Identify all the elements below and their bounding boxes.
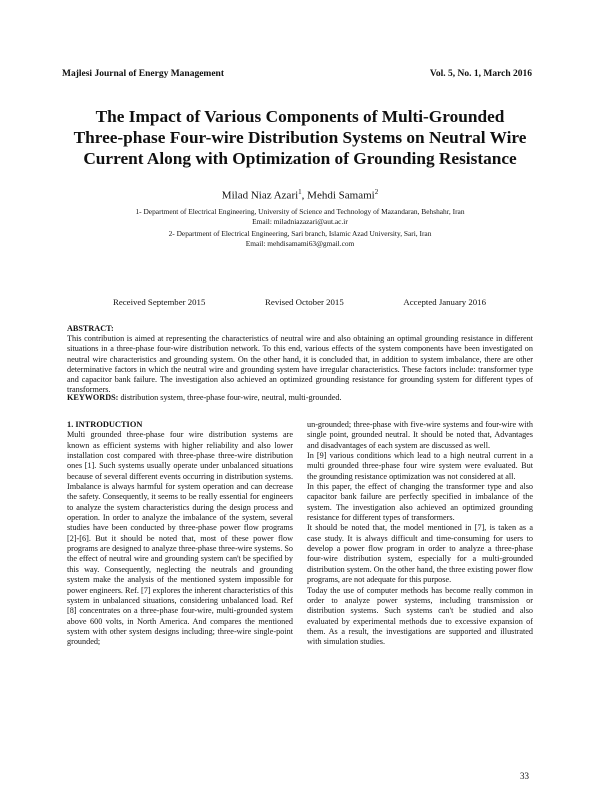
author-1: Milad Niaz Azari (221, 189, 299, 202)
intro-paragraph-2: In [9] various conditions which lead to a high neutral current in a multi grounded three-phase four wire system were evaluated. But the grounding resistance optimization was not considered at all. (307, 451, 533, 481)
received-date: Received September 2015 (113, 297, 206, 307)
affiliation-2: 2- Department of Electrical Engineering, Sari branch, Islamic Azad University, Sari, Iran (168, 229, 432, 238)
intro-paragraph-3: In this paper, the effect of changing the transformer type and also capacitor bank failure are perfectly specified in imbalance of the system. The investigation also achieved an optimized grounding resistance for different types of transformers. (307, 482, 533, 523)
running-header (62, 69, 532, 79)
author-2: Mehdi Samami (307, 189, 375, 202)
revised-date: Revised October 2015 (265, 297, 344, 307)
email-2: Email: mehdisamami63@gmail.com (245, 239, 355, 248)
right-column (307, 420, 533, 648)
intro-paragraph-continued: un-grounded; three-phase with five-wire systems and four-wire with single point, grounded neutral. It should be noted that, Advantages and disadvantages of each system are discussed as well. (307, 420, 533, 450)
abstract (67, 324, 533, 395)
intro-paragraph-4: It should be noted that, the model mentioned in [7], is taken as a case study. It is always difficult and time-consuming for users to develop a power flow program in order to analyze a three-phase four-wire distribution system, especially for a multi-grounded distribution system. On the other hand, the three existing power flow programs, are not adequate for this purpose. (307, 523, 533, 585)
title-line-3: Current Along with Optimization of Grounding Resistance (83, 149, 517, 168)
page-number: 33 (520, 771, 529, 781)
author-list (0, 188, 600, 202)
author-2-affiliation-mark: 2 (374, 188, 379, 196)
volume-info: Vol. 5, No. 1, March 2016 (429, 69, 532, 79)
keywords-label: KEYWORDS: (67, 393, 119, 402)
title-line-1: The Impact of Various Components of Multi-Grounded (95, 107, 505, 126)
keywords (67, 393, 533, 403)
intro-paragraph-5: Today the use of computer methods has become really common in order to analyze power systems, including transmission or distribution systems. Such systems can't be studied and also evaluated by experimental methods due to excessive expansion of them. As a result, the investigations are supported and illustrated with simulation studies. (307, 585, 533, 647)
submission-dates (113, 297, 486, 307)
abstract-heading: ABSTRACT: (67, 324, 114, 333)
title-line-2: Three-phase Four-wire Distribution Systems on Neutral Wire (73, 128, 527, 147)
email-1: Email: miladniazazari@aut.ac.ir (252, 217, 348, 226)
paper-title (60, 106, 540, 169)
journal-name: Majlesi Journal of Energy Management (62, 69, 225, 79)
author-1-affiliation-mark: 1 (298, 188, 302, 196)
accepted-date: Accepted January 2016 (403, 297, 486, 307)
left-column (67, 420, 293, 648)
section-heading-introduction: 1. INTRODUCTION (67, 420, 143, 429)
intro-paragraph-1: Multi grounded three-phase four wire distribution systems are known as efficient systems with higher reliability and also lower installation cost compared with three-phase three-wire distribution ones [1]. Such systems usually operate under unbalanced situations because of several different events occurring in distribution systems. Imbalance is always harmful for system operation and can decrease the safety. Consequently, it seems to be really essential for engineers to analyze the system characteristics during the design process and operation. In order to analyze the imbalance of the system, several studies have been conducted by three-phase power flow programs [2]-[6]. But it should be noted that, most of these power flow programs are designed to analyze three-phase three-wire systems. So the effect of neutral wire and grounding system can't be specified by this way. Consequently, neglecting the neutrals and grounding system make the analysis of the mentioned system impossible for power engineers. Ref. [7] explores the inherent characteristics of this system in unbalanced situations, considering unbalanced load. Ref [8] concentrates on a three-phase four-wire, multi-grounded system above 600 volts, in North America. And compares the mentioned system with other system designs including; three-wire single-point grounded; (67, 430, 293, 647)
author-separator: , (301, 189, 308, 202)
keywords-text: distribution system, three-phase four-wire, neutral, multi-grounded. (118, 393, 342, 402)
affiliation-1: 1- Department of Electrical Engineering, University of Science and Technology of Mazandaran, Behshahr, Iran (135, 207, 465, 216)
abstract-text: This contribution is aimed at representing the characteristics of neutral wire and also obtaining an optimal grounding resistance in different situations in a three-phase four-wire distribution network. To this end, various effects of the system components have been investigated on neutral wire characteristics and grounding system. On the other hand, it is concluded that, in addition to system imbalance, there are other determinative factors in which the neutral wire and grounding system have irregular characteristics. These factors include: transformer type and capacitor bank failure. The investigation also achieved an optimized grounding resistance for grounding system for different types of transformers. (67, 334, 533, 395)
